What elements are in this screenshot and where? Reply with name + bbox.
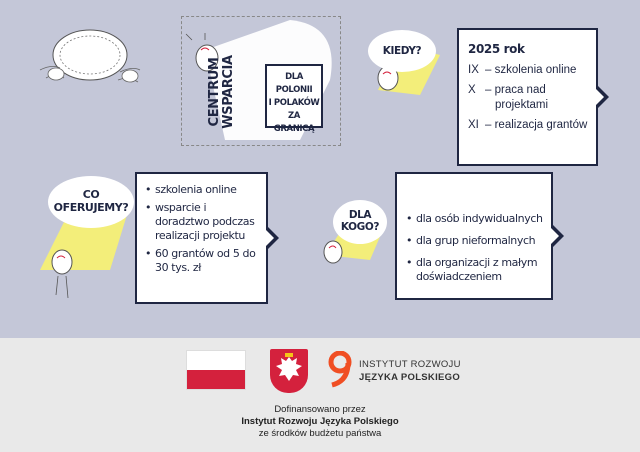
centrum-box-line1: DLA POLONII [275,72,313,95]
kiedy-month: IX [468,64,479,76]
centrum-subtitle-box [265,64,323,134]
kiedy-arrow [597,85,609,109]
oferujemy-box [135,172,268,304]
dlakogo-arrow [552,224,564,248]
oferujemy-bubble [48,176,134,228]
kiedy-title: 2025 rok [468,42,525,56]
irjp-logo-line1: INSTYTUT ROZWOJU [359,359,461,370]
oferujemy-question-1: CO [82,188,100,201]
kiedy-month: XI [468,119,479,131]
kiedy-bubble [368,30,436,72]
kiedy-item-text: – praca nad [485,84,546,96]
lightbulb-icon-dlakogo [324,241,342,263]
kiedy-item-text: – realizacja grantów [485,119,588,131]
kiedy-row [468,98,588,113]
dlakogo-list [406,212,545,284]
irjp-logo-line2: JĘZYKA POLSKIEGO [359,372,461,383]
irjp-logo-icon [328,351,352,389]
funding-line1: Dofinansowano przez [274,404,366,415]
list-item: • dla osób indywidualnych [406,212,545,226]
coat-of-arms-icon [270,349,308,393]
kiedy-box [457,28,598,166]
lightbulb-icon-oferujemy [52,250,72,298]
kiedy-month: X [468,84,476,96]
dlakogo-question-2: KOGO? [340,221,380,233]
list-item: • dla organizacji z małym doświadczeniem [406,256,545,284]
funding-line3: ze środków budżetu państwa [258,428,382,439]
oferujemy-question-2: OFERUJEMY? [53,201,129,214]
list-item: • 60 grantów od 5 do 30 tys. zł [145,247,260,275]
list-item: • wsparcie i doradztwo podczas realizacji projektu [145,201,260,243]
kiedy-row [468,83,588,98]
centrum-line1: CENTRUM [207,57,222,127]
kiedy-row [468,118,588,133]
irjp-logo-text [359,358,461,384]
kiedy-item-text: – szkolenia online [485,64,577,76]
dlakogo-box [395,172,553,300]
kiedy-row [468,63,588,78]
kiedy-month [468,98,485,113]
coin-icon [40,30,140,82]
centrum-box-line2: I POLAKÓW [268,98,320,108]
funding-line2: Instytut Rozwoju Języka Polskiego [241,416,399,427]
dlakogo-bubble [333,200,387,244]
kiedy-question: KIEDY? [382,45,422,57]
dlakogo-question-1: DLA [348,209,372,221]
kiedy-schedule [468,63,588,133]
oferujemy-list [145,183,260,275]
list-item: • dla grup nieformalnych [406,234,545,248]
list-item: • szkolenia online [145,183,260,197]
kiedy-item-text: projektami [495,99,549,111]
poland-flag-icon [186,350,246,390]
centrum-box-line3: ZA GRANICĄ [273,111,315,134]
oferujemy-arrow [267,226,279,250]
centrum-line2: WSPARCIA [221,55,236,129]
